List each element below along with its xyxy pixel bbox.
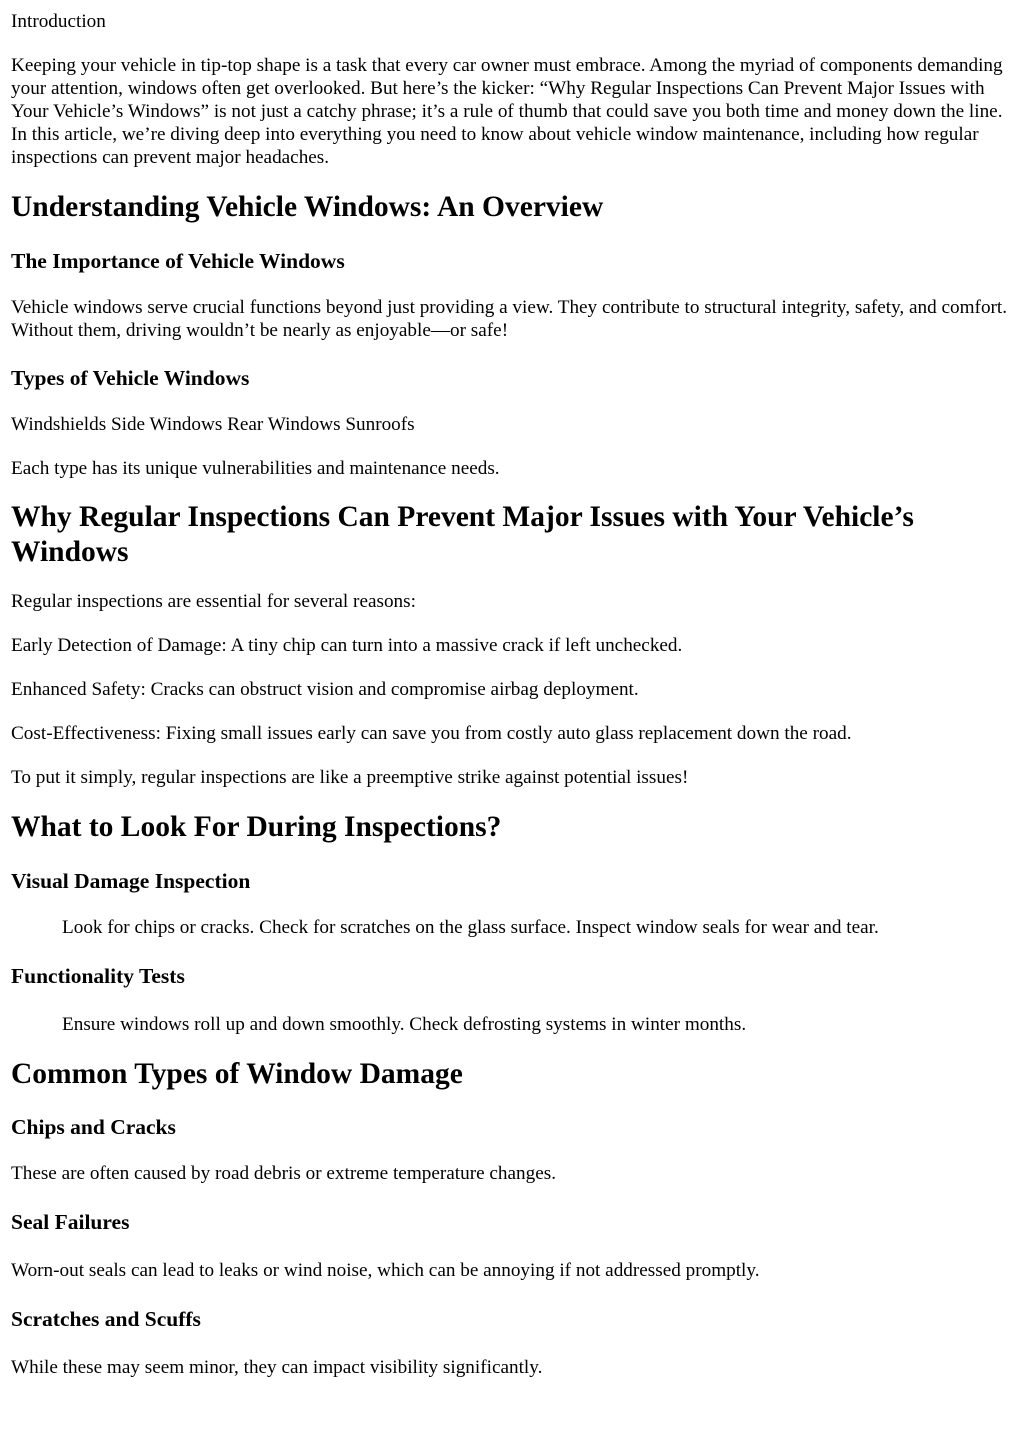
scratches-text: While these may seem minor, they can impact visibility significantly.	[11, 1357, 543, 1378]
importance-text: Vehicle windows serve crucial functions beyond just providing a view. They contribute to structural integrity, safety, and comfort. Without them, driving wouldn’t be nearly as enjoyable—or safe!	[11, 297, 1008, 341]
types-list: Windshields Side Windows Rear Windows Sunroofs	[11, 414, 415, 435]
chips-heading: Chips and Cracks	[11, 1115, 176, 1139]
types-heading: Types of Vehicle Windows	[11, 366, 250, 390]
intro-label: Introduction	[11, 11, 106, 32]
intro-paragraph: Keeping your vehicle in tip-top shape is a task that every car owner must embrace. Among the myriad of components demanding your attention, windows often get overlooked. But here’s the kicker: “Why Regular Inspections Can Prevent Major Issues with Your Vehicle’s Windows” is not just a catchy phrase; it’s a rule of thumb that could save you both time and money down the line. In this article, we’re diving deep into everything you need to know about vehicle window maintenance, including how regular inspections can prevent major headaches.	[11, 55, 1003, 168]
seals-text: Worn-out seals can lead to leaks or wind noise, which can be annoying if not addressed promptly.	[11, 1260, 760, 1281]
seals-heading: Seal Failures	[11, 1210, 130, 1234]
chips-text: These are often caused by road debris or extreme temperature changes.	[11, 1163, 556, 1184]
reason-item: Early Detection of Damage: A tiny chip can turn into a massive crack if left unchecked.	[11, 635, 683, 656]
visual-heading: Visual Damage Inspection	[11, 869, 251, 893]
reason-item: Cost-Effectiveness: Fixing small issues early can save you from costly auto glass replacement down the road.	[11, 723, 852, 744]
functionality-text: Ensure windows roll up and down smoothly. Check defrosting systems in winter months.	[62, 1014, 747, 1035]
visual-text: Look for chips or cracks. Check for scratches on the glass surface. Inspect window seals for wear and tear.	[62, 917, 879, 938]
reason-item: Enhanced Safety: Cracks can obstruct vision and compromise airbag deployment.	[11, 679, 639, 700]
why-heading: Why Regular Inspections Can Prevent Major Issues with Your Vehicle’s Windows	[11, 501, 914, 568]
types-note: Each type has its unique vulnerabilities and maintenance needs.	[11, 458, 500, 479]
functionality-heading: Functionality Tests	[11, 964, 185, 988]
importance-heading: The Importance of Vehicle Windows	[11, 249, 345, 273]
why-intro: Regular inspections are essential for several reasons:	[11, 591, 416, 612]
why-summary: To put it simply, regular inspections are like a preemptive strike against potential issues!	[11, 767, 689, 788]
scratches-heading: Scratches and Scuffs	[11, 1307, 201, 1331]
overview-heading: Understanding Vehicle Windows: An Overview	[11, 191, 604, 223]
inspections-heading: What to Look For During Inspections?	[11, 811, 502, 843]
damage-heading: Common Types of Window Damage	[11, 1058, 463, 1090]
